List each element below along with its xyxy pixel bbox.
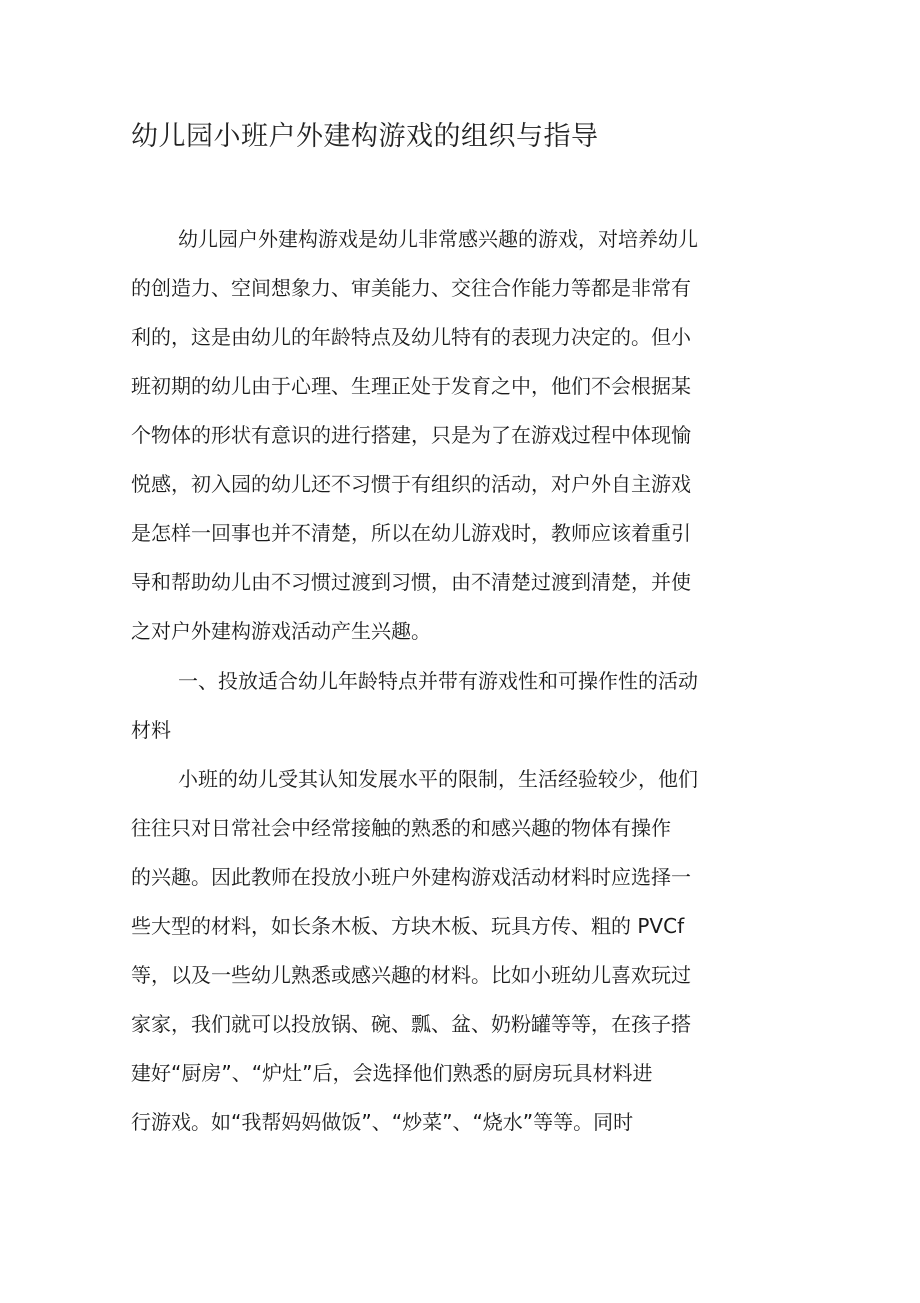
paragraph-2-line-2: 往往只对日常社会中经常接触的熟悉的和感兴趣的物体有操作 [131, 816, 671, 840]
document-title: 幼儿园小班户外建构游戏的组织与指导 [131, 121, 599, 152]
paragraph-1-line-2: 的创造力、空间想象力、审美能力、交往合作能力等都是非常有 [131, 276, 691, 300]
paragraph-1-line-5: 个物体的形状有意识的进行搭建，只是为了在游戏过程中体现愉 [131, 423, 691, 447]
paragraph-2-line-7: 建好“厨房”、“炉灶”后，会选择他们熟悉的厨房玩具材料进 [131, 1061, 653, 1085]
paragraph-2-line-1: 小班的幼儿受其认知发展水平的限制，生活经验较少，他们 [178, 767, 698, 791]
paragraph-1-line-6: 悦感，初入园的幼儿还不习惯于有组织的活动，对户外自主游戏 [131, 472, 691, 496]
paragraph-2-line-5: 等，以及一些幼儿熟悉或感兴趣的材料。比如小班幼儿喜欢玩过 [131, 963, 691, 987]
section-heading-line-1: 一、投放适合幼儿年龄特点并带有游戏性和可操作性的活动 [178, 669, 698, 693]
paragraph-1-line-3: 利的，这是由幼儿的年龄特点及幼儿特有的表现力决定的。但小 [131, 325, 691, 349]
paragraph-2-line-8: 行游戏。如“我帮妈妈做饭”、“炒菜”、“烧水”等等。同时 [131, 1110, 634, 1134]
section-heading-line-2: 材料 [131, 718, 171, 742]
paragraph-1-line-8: 导和帮助幼儿由不习惯过渡到习惯，由不清楚过渡到清楚，并使 [131, 570, 691, 594]
paragraph-1-line-1: 幼儿园户外建构游戏是幼儿非常感兴趣的游戏，对培养幼儿 [178, 227, 698, 251]
paragraph-2-line-6: 家家，我们就可以投放锅、碗、瓢、盆、奶粉罐等等，在孩子搭 [131, 1012, 691, 1036]
paragraph-2-line-4: 些大型的材料，如长条木板、方块木板、玩具方传、粗的 PVCf [131, 914, 685, 938]
paragraph-1-line-4: 班初期的幼儿由于心理、生理正处于发育之中，他们不会根据某 [131, 374, 691, 398]
paragraph-1-line-9: 之对户外建构游戏活动产生兴趣。 [131, 619, 431, 643]
paragraph-1-line-7: 是怎样一回事也并不清楚，所以在幼儿游戏时，教师应该着重引 [131, 521, 691, 545]
paragraph-2-line-3: 的兴趣。因此教师在投放小班户外建构游戏活动材料时应选择一 [131, 865, 691, 889]
